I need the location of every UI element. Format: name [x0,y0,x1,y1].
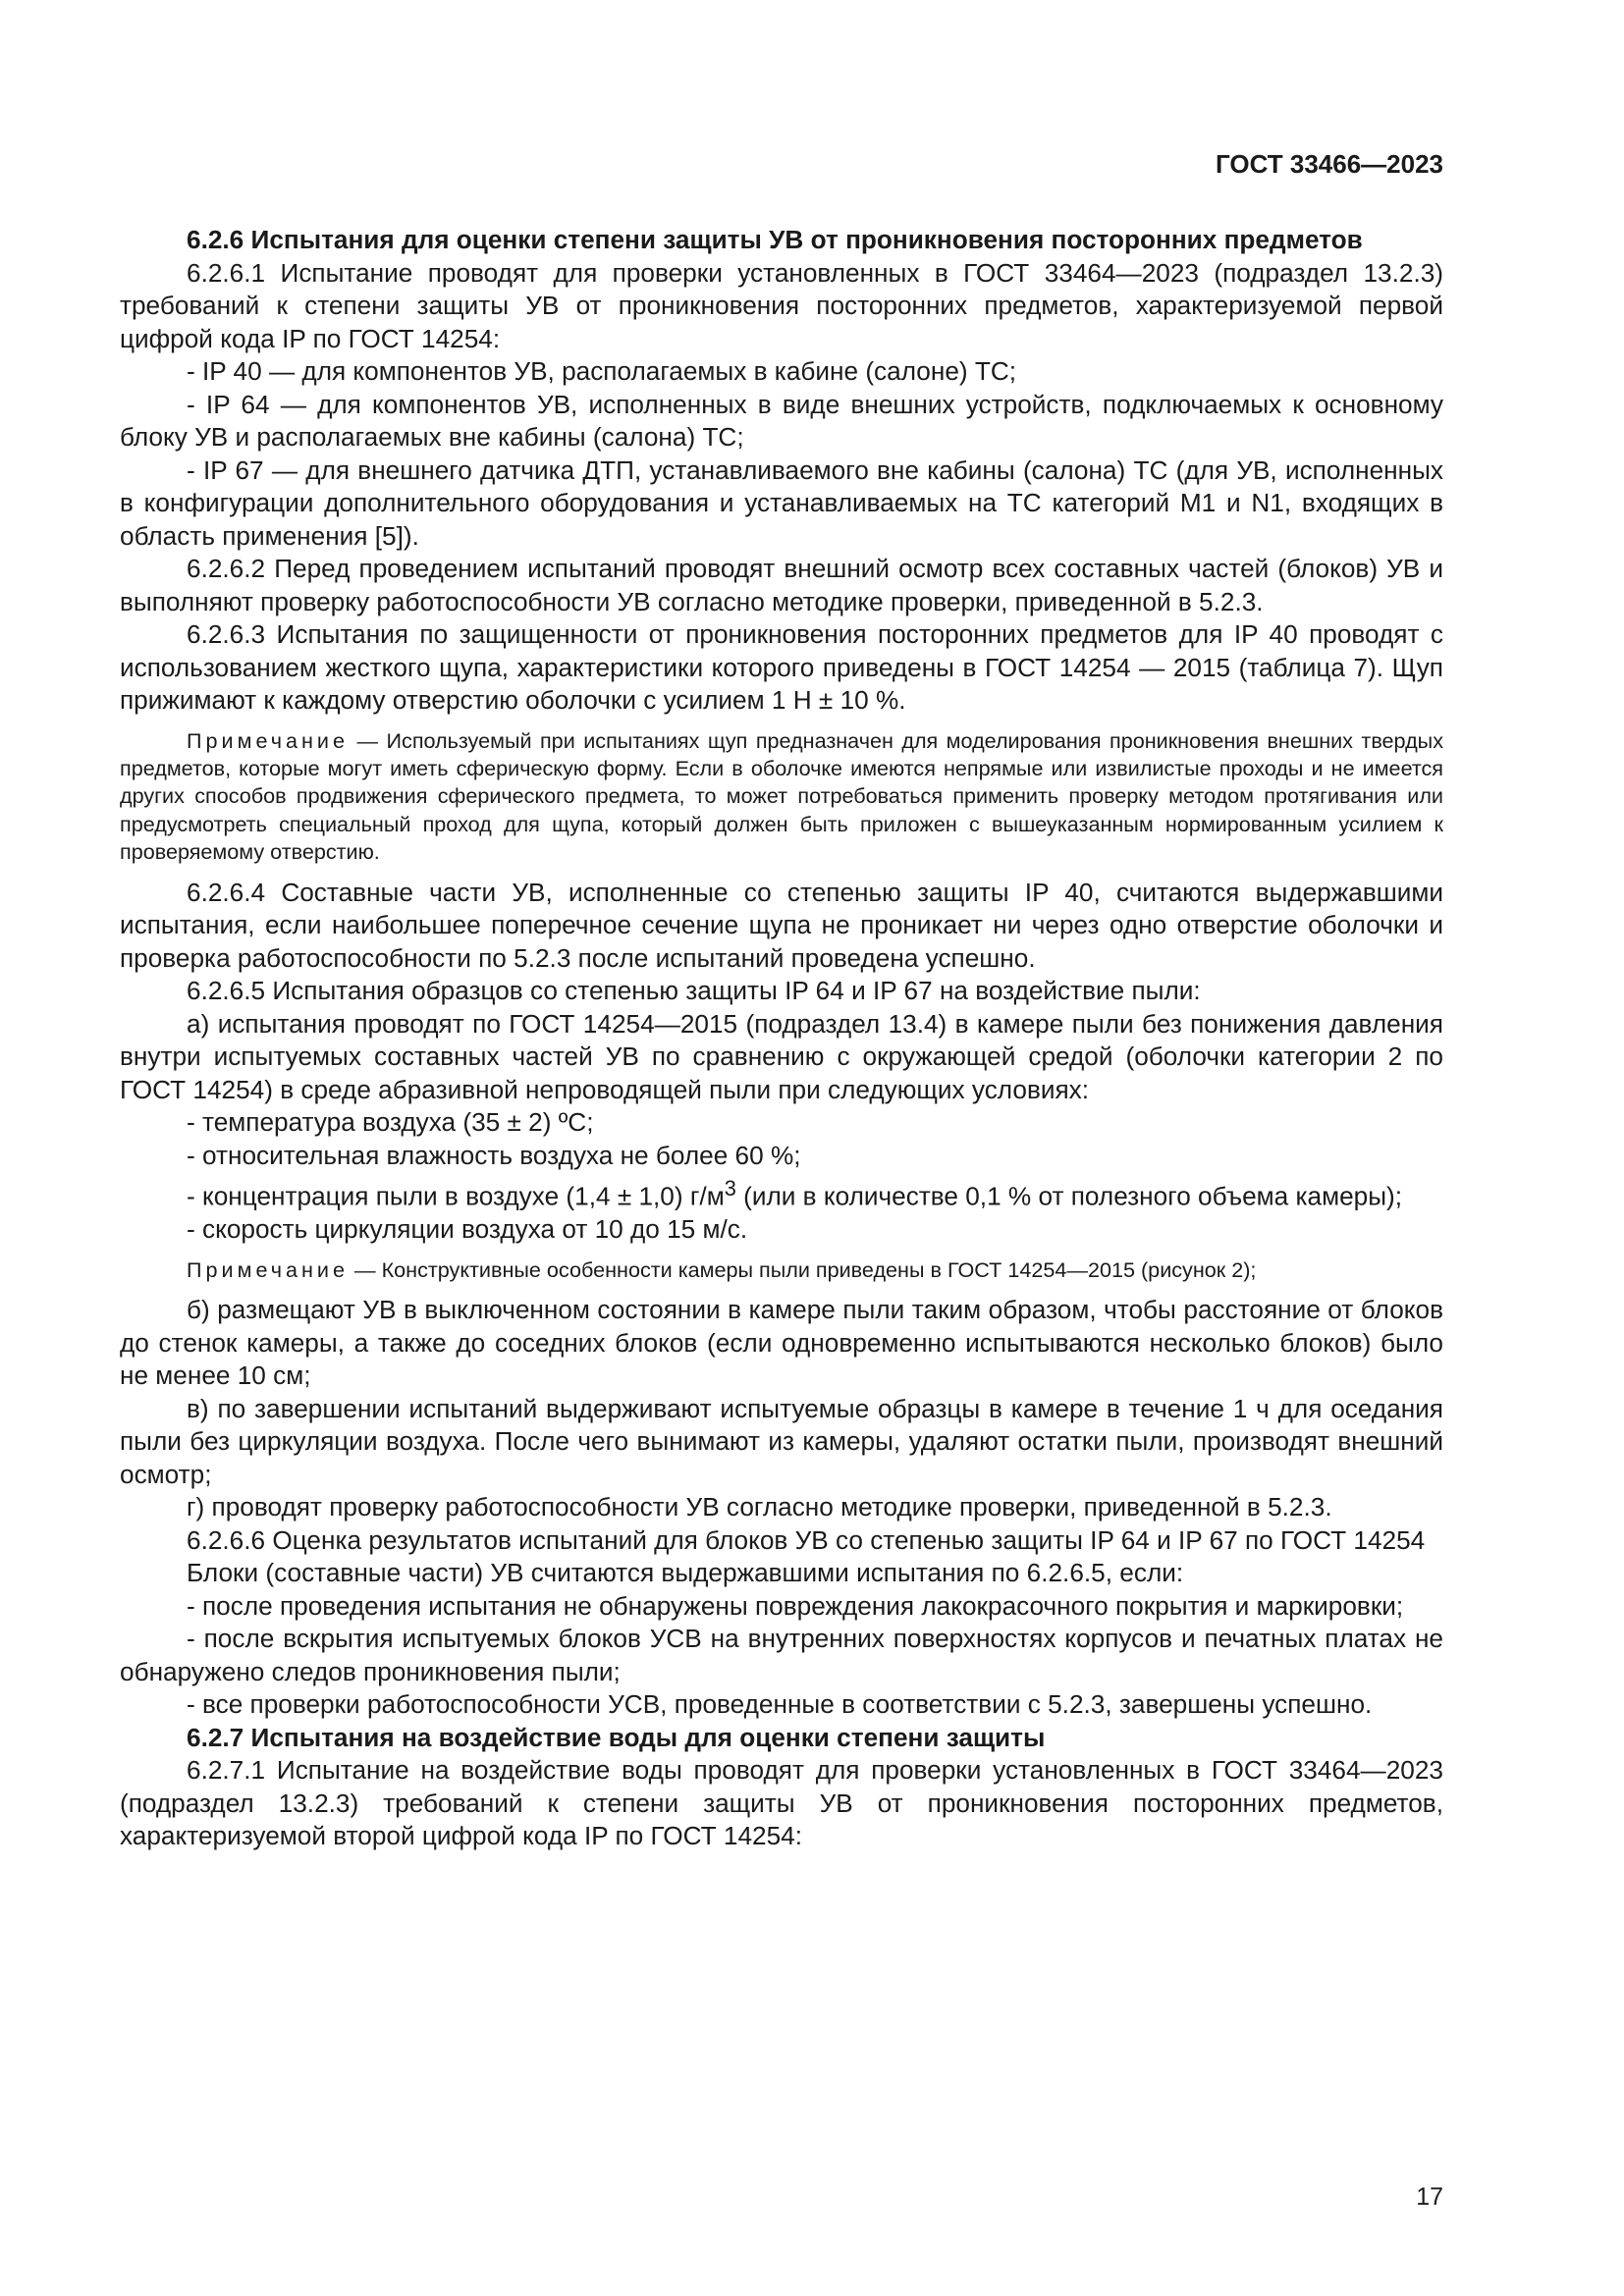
page-number: 17 [1416,2183,1443,2211]
paragraph: 6.2.6.3 Испытания по защищенности от проникновения посторонних предметов для IP 40 проводят с использованием жесткого щупа, характеристики которого приведены в ГОСТ 14254 — 2015 (таблица 7). Щуп прижимают к каждому отверстию оболочки с усилием 1 Н ± 10 %. [120,619,1443,715]
list-item: - скорость циркуляции воздуха от 10 до 15 м/с. [187,1214,748,1245]
list-item: б) размещают УВ в выключенном состоянии в камере пыли таким образом, чтобы расстояние от блоков до стенок камеры, а также до соседних блоков (если одновременно испытываются несколько блоков) было не менее 10 см; [120,1295,1443,1391]
section-heading-6-2-6: 6.2.6 Испытания для оценки степени защиты УВ от проникновения посторонних предметов [187,225,1363,254]
list-item [120,1172,1443,1213]
list-item: а) испытания проводят по ГОСТ 14254—2015 (подраздел 13.4) в камере пыли без понижения давления внутри испытуемых составных частей УВ по сравнению с окружающей средой (оболочки категории 2 по ГОСТ 14254) в среде абразивной непроводящей пыли при следующих условиях: [120,1008,1443,1104]
list-item: - IP 40 — для компонентов УВ, располагаемых в кабине (салоне) ТС; [187,356,1017,386]
note-text: — Используемый при испытаниях щуп предназначен для моделирования проникновения внешних твердых предметов, которые могут иметь сферическую форму. Если в оболочке имеются непрямые или извилистые проходы и не имеется других способов продвижения сферического предмета, то может потребоваться применить проверку методом протягивания или предусмотреть специальный проход для щупа, который должен быть приложен с вышеуказанным нормированным усилием к проверяемому отверстию. [120,727,1443,865]
list-item-text: (или в количестве 0,1 % от полезного объема камеры); [735,1181,1403,1211]
superscript: 3 [724,1176,736,1201]
list-item: - относительная влажность воздуха не более 60 %; [187,1140,801,1170]
paragraph: 6.2.7.1 Испытание на воздействие воды проводят для проверки установленных в ГОСТ 33464—2023 (подраздел 13.2.3) требований к степени защиты УВ от проникновения посторонних предметов, характеризуемой второй цифрой кода IP по ГОСТ 14254: [120,1755,1443,1851]
list-item: - все проверки работоспособности УСВ, проведенные в соответствии с 5.2.3, завершены успешно. [187,1689,1373,1720]
note [120,727,1443,867]
document-body [120,224,1443,1853]
paragraph: 6.2.6.4 Составные части УВ, исполненные со степенью защиты IP 40, считаются выдержавшими испытания, если наибольшее поперечное сечение щупа не проникает ни через одно отверстие оболочки и проверка работоспособности по 5.2.3 после испытаний проведена успешно. [120,877,1443,973]
paragraph: 6.2.6.5 Испытания образцов со степенью защиты IP 64 и IP 67 на воздействие пыли: [187,976,1201,1006]
paragraph: Блоки (составные части) УВ считаются выдержавшими испытания по 6.2.6.5, если: [187,1558,1184,1588]
list-item: - IP 64 — для компонентов УВ, исполненных в виде внешних устройств, подключаемых к основному блоку УВ и располагаемых вне кабины (салона) ТС; [120,389,1443,452]
paragraph: 6.2.6.6 Оценка результатов испытаний для блоков УВ со степенью защиты IP 64 и IP 67 по ГОСТ 14254 [187,1524,1426,1555]
list-item-text: - концентрация пыли в воздухе (1,4 ± 1,0) г/м [187,1181,725,1211]
list-item: - после проведения испытания не обнаружены повреждения лакокрасочного покрытия и маркировки; [187,1590,1404,1621]
document-header: ГОСТ 33466—2023 [1216,149,1443,179]
paragraph: 6.2.6.2 Перед проведением испытаний проводят внешний осмотр всех составных частей (блоков) УВ и выполняют проверку работоспособности УВ согласно методике проверки, приведенной в 5.2.3. [120,554,1443,616]
note-label: Примечание [187,727,349,753]
list-item: - после вскрытия испытуемых блоков УСВ на внутренних поверхностях корпусов и печатных платах не обнаружено следов проникновения пыли; [120,1624,1443,1686]
note-text: — Конструктивные особенности камеры пыли приведены в ГОСТ 14254—2015 (рисунок 2); [349,1256,1257,1282]
list-item: г) проводят проверку работоспособности УВ согласно методике проверки, приведенной в 5.2.3. [187,1492,1332,1522]
note-label: Примечание [187,1256,349,1282]
list-item: - температура воздуха (35 ± 2) ºС; [187,1107,594,1138]
note [120,1256,1443,1284]
section-heading-6-2-7: 6.2.7 Испытания на воздействие воды для оценки степени защиты [187,1722,1046,1752]
list-item: в) по завершении испытаний выдерживают испытуемые образцы в камере в течение 1 ч для оседания пыли без циркуляции воздуха. После чего вынимают из камеры, удаляют остатки пыли, производят внешний осмотр; [120,1393,1443,1489]
list-item: - IP 67 — для внешнего датчика ДТП, устанавливаемого вне кабины (салона) ТС (для УВ, исполненных в конфигурации дополнительного оборудования и устанавливаемых на ТС категорий M1 и N1, входящих в область применения [5]). [120,454,1443,551]
paragraph: 6.2.6.1 Испытание проводят для проверки установленных в ГОСТ 33464—2023 (подраздел 13.2.3) требований к степени защиты УВ от проникновения посторонних предметов, характеризуемой первой цифрой кода IP по ГОСТ 14254: [120,257,1443,353]
